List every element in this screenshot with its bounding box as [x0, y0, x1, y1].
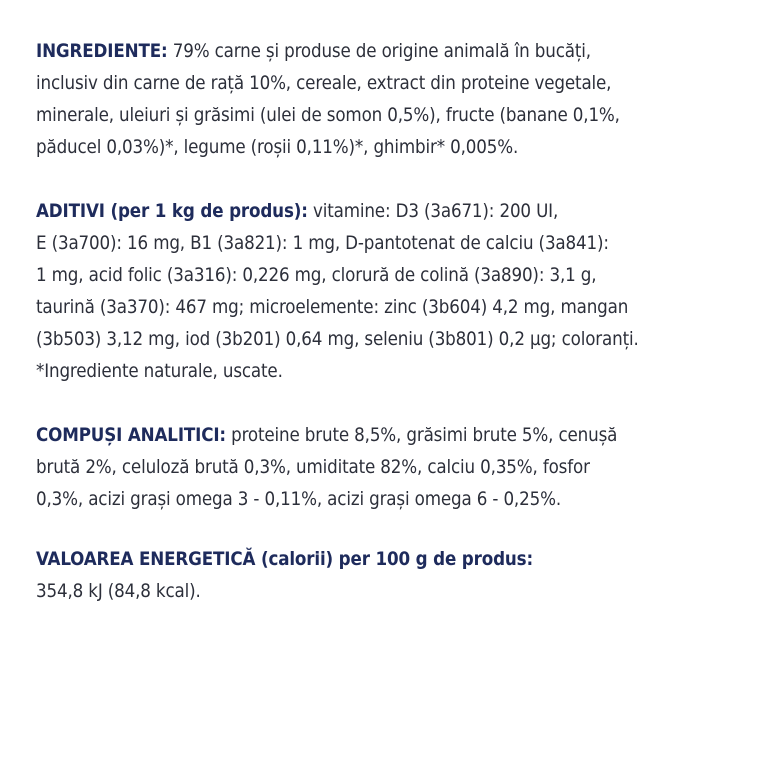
energy-value: 354,8 kJ (84,8 kcal).	[36, 581, 201, 602]
additives-heading: ADITIVI (per 1 kg de produs):	[36, 201, 308, 222]
energy-section	[36, 544, 740, 608]
additives-footnote: *Ingrediente naturale, uscate.	[36, 361, 283, 382]
ingredients-line-1	[36, 36, 740, 68]
ingredients-text: 79% carne și produse de origine animală în bucăți,	[167, 41, 591, 62]
analytical-line-1	[36, 420, 740, 452]
additives-line-3: 1 mg, acid folic (3a316): 0,226 mg, clorură de colină (3a890): 3,1 g,	[36, 265, 597, 286]
ingredients-section	[36, 36, 740, 164]
analytical-line-2: brută 2%, celuloză brută 0,3%, umiditate 82%, calciu 0,35%, fosfor	[36, 457, 590, 478]
analytical-heading: COMPUȘI ANALITICI:	[36, 425, 226, 446]
ingredients-line-2: inclusiv din carne de rață 10%, cereale, extract din proteine vegetale,	[36, 73, 612, 94]
ingredients-line-4: păducel 0,03%)*, legume (roșii 0,11%)*, ghimbir* 0,005%.	[36, 137, 519, 158]
ingredients-heading: INGREDIENTE:	[36, 41, 168, 62]
additives-section	[36, 196, 740, 388]
additives-line-2: E (3a700): 16 mg, B1 (3a821): 1 mg, D-pantotenat de calciu (3a841):	[36, 233, 609, 254]
ingredients-line-3: minerale, uleiuri și grăsimi (ulei de somon 0,5%), fructe (banane 0,1%,	[36, 105, 620, 126]
label-text-panel	[36, 36, 740, 608]
additives-line-4: taurină (3a370): 467 mg; microelemente: zinc (3b604) 4,2 mg, mangan	[36, 297, 629, 318]
analytical-section	[36, 420, 740, 516]
additives-line-1	[36, 196, 740, 228]
analytical-text: proteine brute 8,5%, grăsimi brute 5%, cenușă	[225, 425, 618, 446]
additives-text: vitamine: D3 (3a671): 200 UI,	[307, 201, 559, 222]
additives-line-5: (3b503) 3,12 mg, iod (3b201) 0,64 mg, seleniu (3b801) 0,2 µg; coloranți.	[36, 329, 639, 350]
energy-heading: VALOAREA ENERGETICĂ (calorii) per 100 g de produs:	[36, 549, 534, 570]
analytical-line-3: 0,3%, acizi grași omega 3 - 0,11%, acizi grași omega 6 - 0,25%.	[36, 489, 561, 510]
